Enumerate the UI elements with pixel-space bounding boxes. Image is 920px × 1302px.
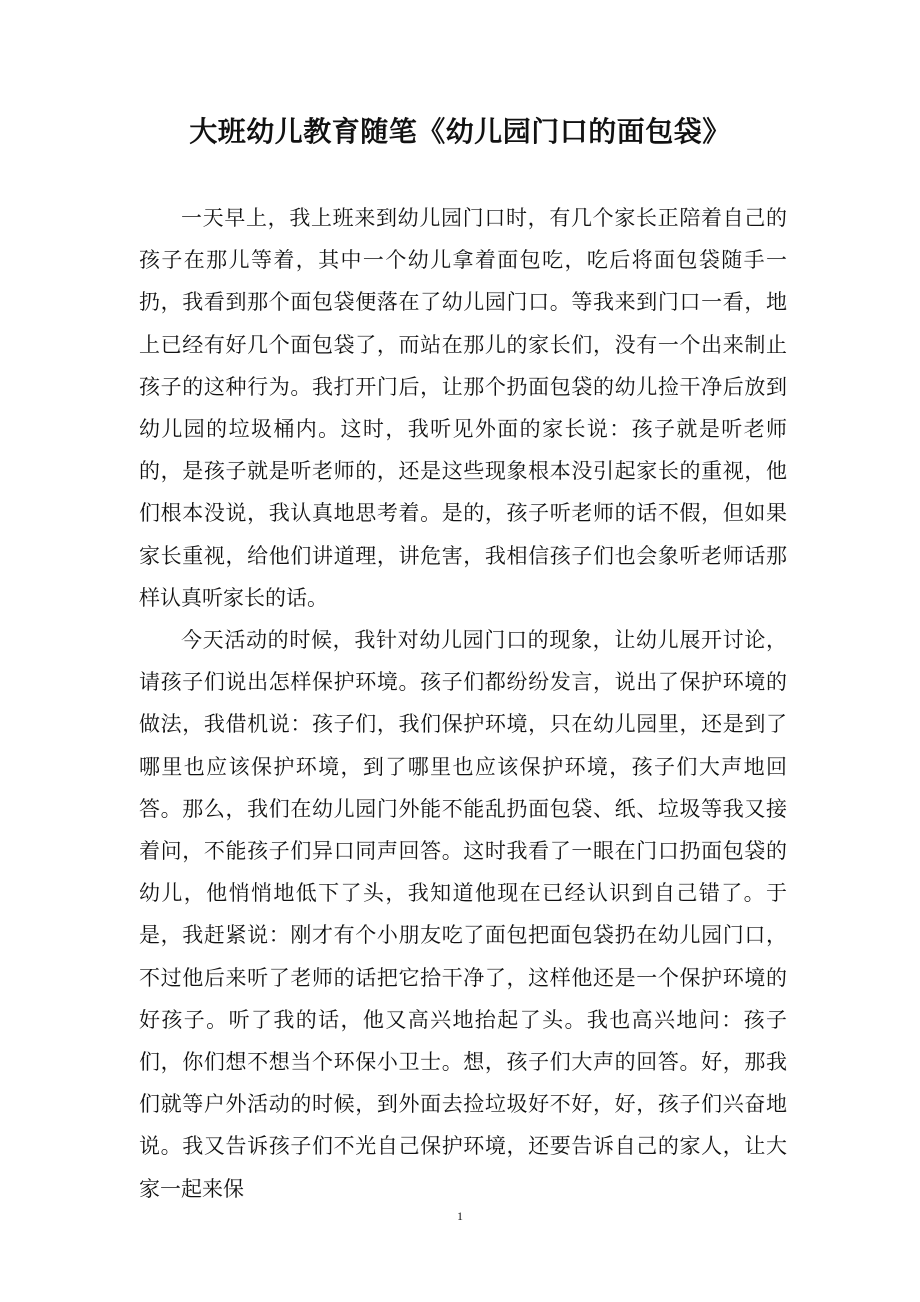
document-body — [139, 197, 787, 1210]
paragraph-2: 今天活动的时候，我针对幼儿园门口的现象，让幼儿展开讨论，请孩子们说出怎样保护环境。孩子们都纷纷发言，说出了保护环境的做法，我借机说：孩子们，我们保护环境，只在幼儿园里，还是到了哪里也应该保护环境，到了哪里也应该保护环境，孩子们大声地回答。那么，我们在幼儿园门外能不能乱扔面包袋、纸、垃圾等我又接着问，不能孩子们异口同声回答。这时我看了一眼在门口扔面包袋的幼儿，他悄悄地低下了头，我知道他现在已经认识到自己错了。于是，我赶紧说：刚才有个小朋友吃了面包把面包袋扔在幼儿园门口，不过他后来听了老师的话把它拾干净了，这样他还是一个保护环境的好孩子。听了我的话，他又高兴地抬起了头。我也高兴地问：孩子们，你们想不想当个环保小卫士。想，孩子们大声的回答。好，那我们就等户外活动的时候，到外面去捡垃圾好不好，好，孩子们兴奋地说。我又告诉孩子们不光自己保护环境，还要告诉自己的家人，让大家一起来保 — [139, 628, 787, 1201]
page-number: 1 — [457, 1209, 463, 1223]
document-title: 大班幼儿教育随笔《幼儿园门口的面包袋》 — [189, 115, 731, 148]
paragraph-1: 一天早上，我上班来到幼儿园门口时，有几个家长正陪着自己的孩子在那儿等着，其中一个幼儿拿着面包吃，吃后将面包袋随手一扔，我看到那个面包袋便落在了幼儿园门口。等我来到门口一看，地上已经有好几个面包袋了，而站在那儿的家长们，没有一个出来制止孩子的这种行为。我打开门后，让那个扔面包袋的幼儿捡干净后放到幼儿园的垃圾桶内。这时，我听见外面的家长说：孩子就是听老师的，是孩子就是听老师的，还是这些现象根本没引起家长的重视，他们根本没说，我认真地思考着。是的，孩子听老师的话不假，但如果家长重视，给他们讲道理，讲危害，我相信孩子们也会象听老师话那样认真听家长的话。 — [139, 206, 787, 610]
